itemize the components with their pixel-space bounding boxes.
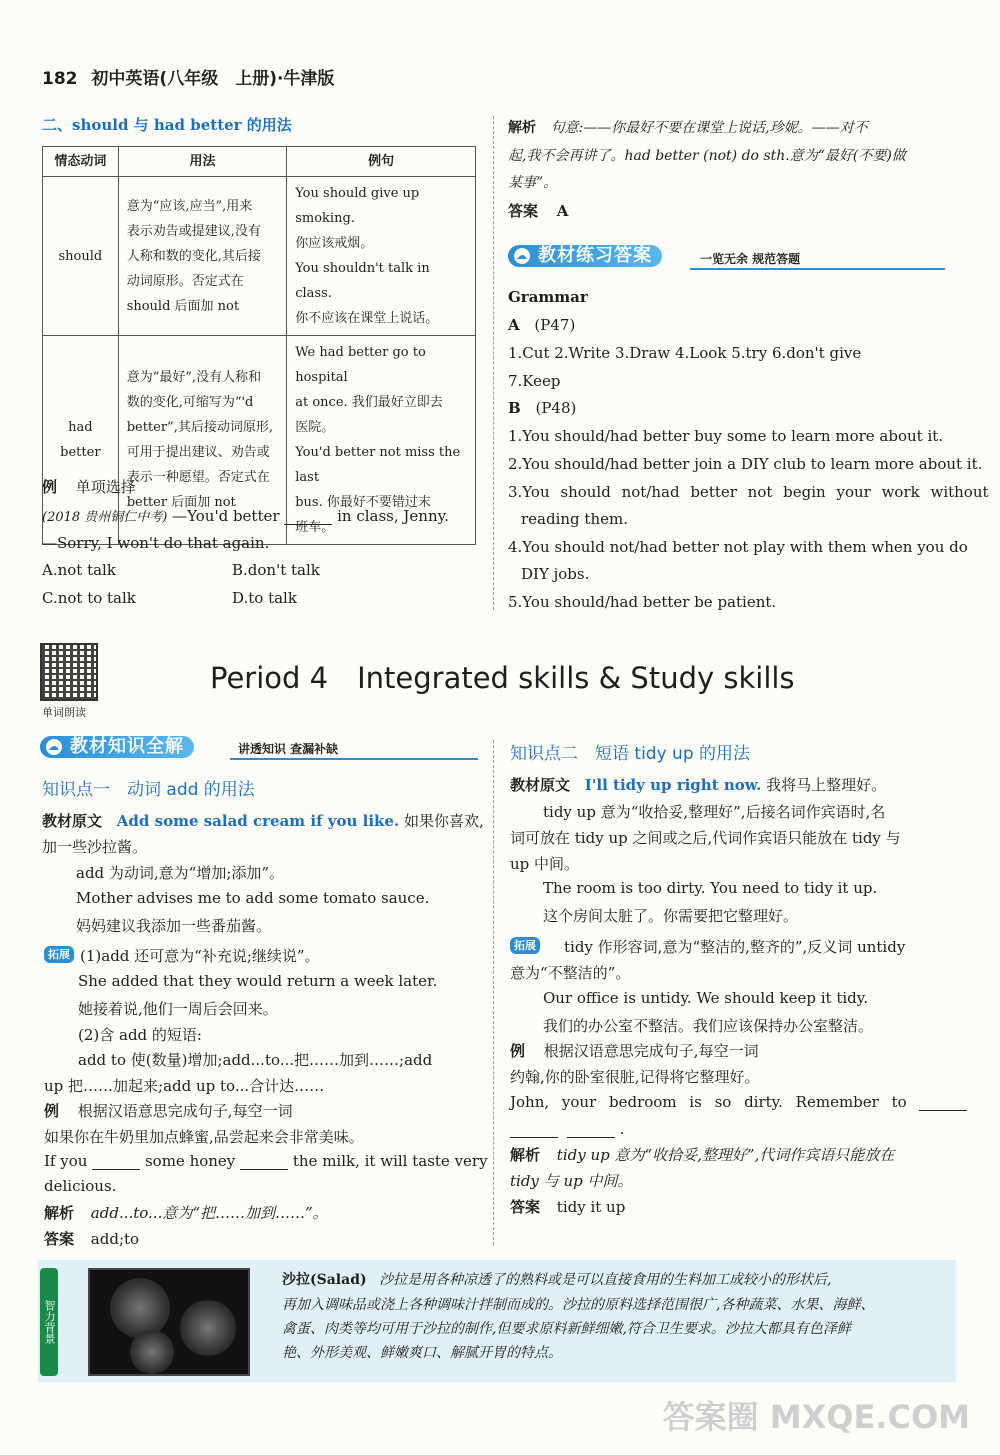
grammar-b-answer: 3.You should not/had better not begin your work without <box>508 483 989 501</box>
answer-label: 答案 <box>508 202 539 220</box>
kp1-analysis <box>44 1202 328 1223</box>
option-b: B.don't talk <box>232 561 320 579</box>
usage-line: better”,其后接动词原形, <box>126 420 273 435</box>
source-label: 教材原文 <box>42 812 103 830</box>
usage-line: 意为“应该,应当”,用来 <box>126 198 253 214</box>
example-line: 你应该戒烟。 <box>295 236 374 251</box>
usage-line: better 后面加 not <box>126 495 236 510</box>
kp2-ext-sentence: Our office is untidy. We should keep it tidy. <box>543 989 868 1007</box>
kp2-answer <box>510 1196 625 1217</box>
note-text <box>282 1268 950 1292</box>
note-line: 禽蛋、肉类等均可用于沙拉的制作,但要求原料新鲜细嫩,符合卫生要求。沙拉大都具有色泽鲜 <box>282 1321 851 1337</box>
example-line: We had better go to hospital <box>295 345 426 385</box>
question-text: in class, Jenny. <box>337 507 449 525</box>
kp1-line: 妈妈建议我添加一些番茄酱。 <box>76 917 272 935</box>
banner-title: 教材知识全解 <box>70 736 184 757</box>
analysis-text: add...to...意为“把……加到……”。 <box>90 1204 328 1222</box>
kp1-source <box>42 810 484 831</box>
kp2-source <box>510 774 886 795</box>
answer-blank[interactable] <box>919 1096 967 1111</box>
table-cell-usage <box>118 177 287 336</box>
example-type: 根据汉语意思完成句子,每空一词 <box>77 1102 293 1120</box>
answer-label: 答案 <box>510 1198 541 1216</box>
kp1-source-cn: 加一些沙拉酱。 <box>42 838 148 856</box>
analysis-line <box>508 117 868 137</box>
analysis-label: 解析 <box>508 120 536 136</box>
kp2-example-blanks: . <box>510 1120 624 1138</box>
page-ref: (P48) <box>535 399 577 417</box>
watermark: 答案圈 MXQE.COM <box>662 1398 970 1436</box>
kp2-line: up 中间。 <box>510 855 580 873</box>
kp1-line: Mother advises me to add some tomato sauce. <box>76 889 430 907</box>
table-header-example: 例句 <box>287 147 476 177</box>
practice-answers-banner <box>508 245 662 267</box>
example-label: 例 <box>42 478 58 496</box>
plate-shape <box>130 1330 174 1374</box>
answer-value: add;to <box>90 1230 140 1248</box>
example-line: bus. 你最好不要错过末 <box>295 495 431 510</box>
example-source: (2018 贵州铜仁中考) <box>42 510 168 525</box>
kp2-example-cn: 约翰,你的卧室很脏,记得将它整理好。 <box>510 1068 760 1086</box>
answer-blank[interactable] <box>284 510 332 525</box>
extension-tag: 拓展 <box>510 937 540 954</box>
table-cell-verb: had better <box>43 336 119 545</box>
answer-blank[interactable] <box>92 1155 140 1170</box>
table-header-verb: 情态动词 <box>43 147 119 177</box>
kp2-example-en <box>510 1093 967 1111</box>
grammar-title: Grammar <box>508 288 588 306</box>
kp2-ext-sentence: 我们的办公室不整洁。我们应该保持办公室整洁。 <box>543 1017 874 1035</box>
grammar-b-answer: 5.You should/had better be patient. <box>508 593 777 611</box>
analysis-text: tidy up 意为“收拾妥,整理好”,代词作宾语只能放在 <box>556 1146 895 1164</box>
example-heading <box>42 476 136 497</box>
grammar-b-heading <box>508 399 576 417</box>
usage-line: 动词原形。否定式在 <box>126 273 244 289</box>
example-line: You should give up smoking. <box>295 186 420 226</box>
grammar-b-answer: reading them. <box>521 510 628 528</box>
kp1-title: 知识点一 动词 add 的用法 <box>42 780 255 800</box>
question-text: the milk, it will taste very <box>292 1152 488 1170</box>
plate-shape <box>110 1278 170 1338</box>
answer-line <box>508 200 568 221</box>
example-type: 根据汉语意思完成句子,每空一词 <box>543 1042 759 1060</box>
grammar-b-answer: 2.You should/had better join a DIY club to learn more about it. <box>508 455 983 473</box>
grammar-b-answer: DIY jobs. <box>521 565 590 583</box>
example-question-line1 <box>42 506 449 525</box>
source-english: Add some salad cream if you like. <box>116 812 400 830</box>
question-text: If you <box>44 1152 88 1170</box>
table-cell-example <box>287 177 476 336</box>
table-row <box>43 177 476 336</box>
source-chinese: 我将马上整理好。 <box>766 776 887 794</box>
source-label: 教材原文 <box>510 776 571 794</box>
option-a: A.not talk <box>42 561 116 579</box>
qr-label: 单词朗读 <box>42 706 86 719</box>
usage-line: 可用于提出建议、劝告或 <box>126 445 270 460</box>
usage-line: 表示劝告或提建议,没有 <box>126 223 261 239</box>
part-label: B <box>508 399 521 417</box>
page-ref: (P47) <box>534 316 576 334</box>
salad-photo <box>88 1268 250 1376</box>
example-type: 单项选择 <box>75 478 136 496</box>
example-label: 例 <box>44 1102 60 1120</box>
period-title: Period 4 Integrated skills & Study skills <box>210 661 795 695</box>
kp1-ext-line: 她接着说,他们一周后会回来。 <box>78 1000 278 1018</box>
table-header-usage: 用法 <box>118 147 287 177</box>
banner-title: 教材练习答案 <box>538 245 652 266</box>
question-text: —You'd better <box>172 507 280 525</box>
note-side-label: 智力背景 <box>40 1268 58 1376</box>
table-header-row <box>43 147 476 177</box>
kp2-analysis-cont: tidy 与 up 中间。 <box>510 1172 633 1190</box>
kp2-example-sentence: The room is too dirty. You need to tidy it up. <box>543 879 878 897</box>
banner-subtitle: 讲透知识 查漏补缺 <box>238 742 339 756</box>
grammar-a-answers: 7.Keep <box>508 372 561 390</box>
example-line: 医院。 <box>295 420 335 435</box>
banner-rule <box>230 758 478 760</box>
kp2-title: 知识点二 短语 tidy up 的用法 <box>510 744 751 764</box>
note-line-text: 沙拉是用各种凉透了的熟料或是可以直接食用的生料加工成较小的形状后, <box>379 1272 832 1288</box>
answer-value: tidy it up <box>556 1198 626 1216</box>
example-line: at once. 我们最好立即去 <box>295 395 443 410</box>
answer-value: A <box>556 202 569 220</box>
usage-line: 表示一种愿望。否定式在 <box>126 470 270 485</box>
example-line: 班车。 <box>295 520 335 535</box>
kp1-ext-line: (1)add 还可意为“补充说;继续说”。 <box>80 947 320 965</box>
cloud-icon: ☁ <box>48 740 60 753</box>
page-header <box>42 64 334 89</box>
kp2-example-sentence: 这个房间太脏了。你需要把它整理好。 <box>543 907 799 925</box>
kp1-phrase-line: add to 使(数量)增加;add...to...把……加到……;add <box>78 1051 433 1069</box>
usage-line: 数的变化,可缩写为“'d <box>126 395 254 410</box>
analysis-line: 起,我不会再讲了。had better (not) do sth.意为“最好(不要)做 <box>508 148 906 164</box>
section-title-should-had-better: 二、should 与 had better 的用法 <box>42 116 292 134</box>
kp2-example-heading <box>510 1040 759 1061</box>
note-line <box>282 1268 950 1292</box>
kp1-line: add 为动词,意为“增加;添加”。 <box>76 864 285 882</box>
table-cell-verb: should <box>43 177 119 336</box>
kp1-example-heading <box>44 1100 293 1121</box>
source-english: I'll tidy up right now. <box>584 776 762 794</box>
kp2-line: tidy up 意为“收拾妥,整理好”,后接名词作宾语时,名 <box>543 803 886 821</box>
banner-rule <box>690 268 945 270</box>
kp2-ext-line: 意为“不整洁的”。 <box>510 964 631 982</box>
example-label: 例 <box>510 1042 526 1060</box>
kp2-analysis <box>510 1144 894 1165</box>
kp2-ext-line: tidy 作形容词,意为“整洁的,整齐的”,反义词 untidy <box>564 938 906 956</box>
analysis-label: 解析 <box>510 1146 541 1164</box>
column-divider <box>493 116 494 610</box>
grammar-b-answer: 1.You should/had better buy some to learn more about it. <box>508 427 944 445</box>
question-text: John, your bedroom is so dirty. Remember to <box>510 1093 907 1111</box>
answer-blank[interactable] <box>567 1123 615 1138</box>
knowledge-banner <box>40 736 194 758</box>
page-number: 182 <box>42 69 78 89</box>
example-line: 你不应该在课堂上说话。 <box>295 311 439 326</box>
kp1-ext-line: She added that they would return a week later. <box>78 972 438 990</box>
answer-blank[interactable] <box>510 1123 558 1138</box>
part-label: A <box>508 316 520 334</box>
kp1-example-en <box>44 1152 488 1170</box>
example-line: You shouldn't talk in class. <box>295 261 430 301</box>
kp1-answer <box>44 1228 139 1249</box>
source-chinese: 如果你喜欢, <box>403 812 484 830</box>
kp2-line: 词可放在 tidy up 之间或之后,代词作宾语只能放在 tidy 与 <box>510 829 901 847</box>
column-divider <box>493 740 494 1245</box>
note-line: 艳、外形美观、鲜嫩爽口、解腻开胃的特点。 <box>282 1345 562 1361</box>
answer-blank[interactable] <box>240 1155 288 1170</box>
usage-line: 意为“最好”,没有人称和 <box>126 370 262 385</box>
banner-subtitle: 一览无余 规范答题 <box>700 252 801 266</box>
analysis-label: 解析 <box>44 1204 75 1222</box>
grammar-b-answer: 4.You should not/had better not play with them when you do <box>508 538 968 556</box>
extension-tag: 拓展 <box>44 946 74 963</box>
cloud-icon: ☁ <box>516 249 528 262</box>
note-term: 沙拉(Salad) <box>282 1272 367 1288</box>
answer-label: 答案 <box>44 1230 75 1248</box>
note-line: 再加入调味品或浇上各种调味汁拌制而成的。沙拉的原料选择范围很广,各种蔬菜、水果、海鲜、 <box>282 1297 875 1313</box>
plate-shape <box>180 1300 236 1356</box>
usage-line: should 后面加 not <box>126 298 240 314</box>
usage-line: 人称和数的变化,其后接 <box>126 248 261 264</box>
qr-code-icon[interactable] <box>40 643 98 701</box>
example-question-line2: —Sorry, I won't do that again. <box>42 534 270 552</box>
question-text: some honey <box>144 1152 236 1170</box>
kp1-ext-line: (2)含 add 的短语: <box>78 1026 202 1044</box>
analysis-text: 句意:——你最好不要在课堂上说话,珍妮。——对不 <box>550 120 868 136</box>
option-c: C.not to talk <box>42 589 136 607</box>
grammar-a-heading <box>508 316 575 334</box>
book-title: 初中英语(八年级 上册)·牛津版 <box>91 69 335 89</box>
example-line: You'd better not miss the last <box>295 445 461 485</box>
kp1-example-cn: 如果你在牛奶里加点蜂蜜,品尝起来会非常美味。 <box>44 1128 364 1146</box>
kp1-phrase-line: up 把……加起来;add up to...合计达…… <box>44 1077 325 1095</box>
kp1-example-en: delicious. <box>44 1177 117 1195</box>
analysis-line: 某事”。 <box>508 175 558 191</box>
option-d: D.to talk <box>232 589 297 607</box>
grammar-a-answers: 1.Cut 2.Write 3.Draw 4.Look 5.try 6.don't give <box>508 344 862 362</box>
